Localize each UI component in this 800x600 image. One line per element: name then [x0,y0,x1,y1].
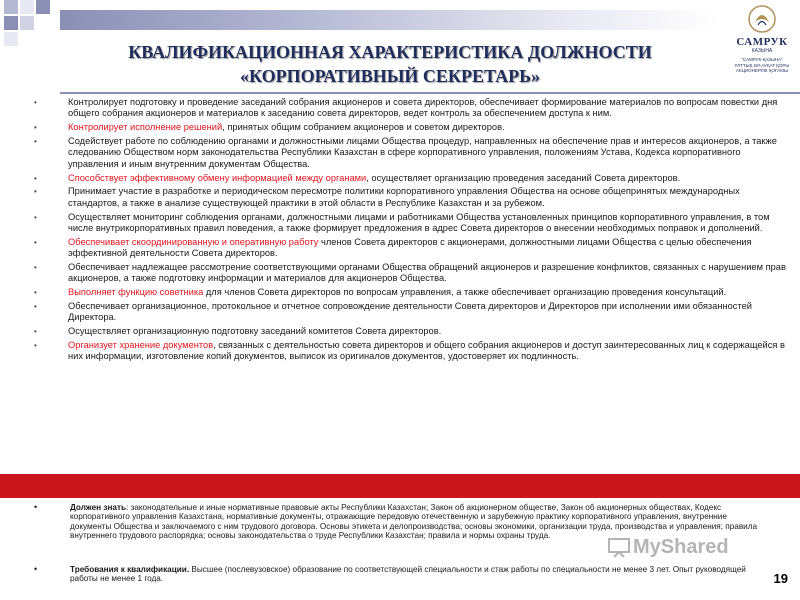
list-item [34,262,792,285]
list-item [34,97,792,120]
bullet: • [34,302,37,312]
page-number: 19 [773,571,788,586]
list-item [34,301,792,324]
title-divider [60,92,800,94]
qualification-label: Требования к квалификации. [70,565,190,574]
knowledge-label: Должен знать [70,503,127,512]
bullet: • [34,187,37,197]
bullet: • [34,137,37,147]
bullet: • [34,123,37,133]
qualification-requirements [34,565,764,584]
item-text: Обеспечивает организационное, протокольное и отчетное сопровождение деятельности Совета директоров и Директоров при исполнении ими обязанностей Директора. [68,301,752,323]
header-gradient-bar [60,10,720,30]
decor-square [36,0,50,14]
bullet: • [34,237,37,247]
bullet: • [34,502,38,512]
item-text: членов Совета директоров с акционерами, должностными лицами Общества с целью обеспечения эффективной деятельности Совета директоров. [68,236,752,259]
item-text: Принимает участие в разработке и периодическом пересмотре политики корпоративного управления Общества на основе общепринятых международных стандартов, а также в анализе существующей практики в этой области в Республике Казахстан и за рубежом. [68,186,740,208]
page-title [60,40,720,88]
highlighted-phrase: Выполняет функцию советника [68,287,204,298]
knowledge-body [70,503,764,541]
samruk-kazyna-logo [724,4,800,96]
bullet: • [34,327,37,337]
qualification-body [70,565,764,584]
presentation-board-icon [608,538,630,558]
decor-square [20,0,34,14]
decor-square [4,32,18,46]
bullet: • [34,173,37,183]
qualification-text: Высшее (послевузовское) образование по соответствующей специальности и стаж работы по специальности не менее 3 лет. Опыт руководящей работы не менее 1 года. [70,565,746,584]
watermark-text: MyShared [633,536,729,558]
myshared-watermark [608,536,729,559]
logo-sub: КАЗЫНА [751,48,773,54]
bird-emblem-icon [747,4,777,34]
decor-square [4,0,18,14]
bullet: • [34,564,38,574]
item-text: , принятых общим собранием акционеров и советом директоров. [222,122,505,133]
list-item [34,212,792,235]
bullet: • [34,212,37,222]
red-divider-bar [0,474,800,498]
logo-caption [724,57,800,74]
page-title-line1: КВАЛИФИКАЦИОННАЯ ХАРАКТЕРИСТИКА ДОЛЖНОСТИ [128,42,652,62]
item-text: Осуществляет мониторинг соблюдения органами, должностными лицами и работниками Общества установленных принципов корпоративного управления, в том числе внутрикорпоративных правил поведения, а также формирует предложения в адрес Совета директоров о внесении необходимых поправок и дополнений. [68,211,770,233]
logo-caption-line2: ҰЛТТЫҚ ӘЛ-АУҚАТ ҚОРЫ [734,62,790,68]
list-item [34,122,792,133]
highlighted-phrase: Организует хранение документов [68,340,214,351]
logo-caption-line1: "САМРУК-ҚАЗЫНА" [741,57,783,62]
highlighted-phrase: Контролирует исполнение решений [68,122,223,133]
item-text: Обеспечивает надлежащее рассмотрение соответствующими органами Общества обращений акционеров и разрешение конфликтов, связанных с нарушением прав акционеров, а также подготовку информации и материалов для акционеров Общества. [68,262,786,284]
highlighted-phrase: Обеспечивает скоординированную и оперативную работу [68,236,319,247]
bullet: • [34,263,37,273]
knowledge-requirements [34,503,764,541]
list-item [34,340,792,363]
highlighted-phrase: Способствует эффективному обмену информацией между органами [68,172,367,183]
logo-caption-line3: АКЦИОНЕРЛІК ҚОҒАМЫ [735,68,789,73]
list-item [34,237,792,260]
item-text: , осуществляет организацию проведения заседаний Совета директоров. [366,172,681,183]
list-item [34,173,792,184]
item-text: для членов Совета директоров по вопросам управления, а также обеспечивает организацию проведения консультаций. [203,287,727,298]
knowledge-text: : законодательные и иные нормативные правовые акты Республики Казахстан; Закон об акционерном обществе, Закон об акционерных обществах, Кодекс корпоративного управления Казахстана, нормативные документы, отражающие передовую отечественную и зарубежную практику корпоративного управления, внутренние документы Общества и заключаемого с ним трудового договора. Основы этикета и делопроизводства; основы экономики, организации труда, производства и управления; правила внутреннего трудового распорядка; основы законодательства о труде Республики Казахстан; правила и нормы охраны труда. [70,503,758,541]
item-text: Содействует работе по соблюдению органами и должностными лицами Общества процедур, направленных на обеспечение прав и интересов акционеров, а также следованию Обществом норм законодательства Республики Казахстан в сфере корпоративного управления, положениям Устава, Кодекса корпоративного управления и иным внутренним документам Общества. [68,136,777,169]
page-title-line2: «КОРПОРАТИВНЫЙ СЕКРЕТАРЬ» [240,66,540,86]
list-item [34,287,792,298]
list-item [34,186,792,209]
decor-square [4,16,18,30]
logo-name: САМРУК [736,36,788,48]
bullet: • [34,341,37,351]
duties-list [34,97,792,365]
list-item [34,136,792,170]
bullet: • [34,288,37,298]
bullet: • [34,98,37,107]
item-text: Контролирует подготовку и проведение заседаний собрания акционеров и совета директоров, обеспечивает формирование материалов по вопросам повестки дня общего собрания акционеров и материалов к заседанию совета директоров, ведет контроль за обеспечением доступа к ним. [68,97,778,119]
item-text: , связанных с деятельностью совета директоров и общего собрания акционеров и доступ заинтересованных лиц к содержащейся в них информации, изготовление копий документов, выписок из оригиналов документов, удостоверяет их подлинность. [68,340,785,362]
list-item [34,326,792,337]
decor-square [20,16,34,30]
item-text: Осуществляет организационную подготовку заседаний комитетов Совета директоров. [68,326,442,337]
